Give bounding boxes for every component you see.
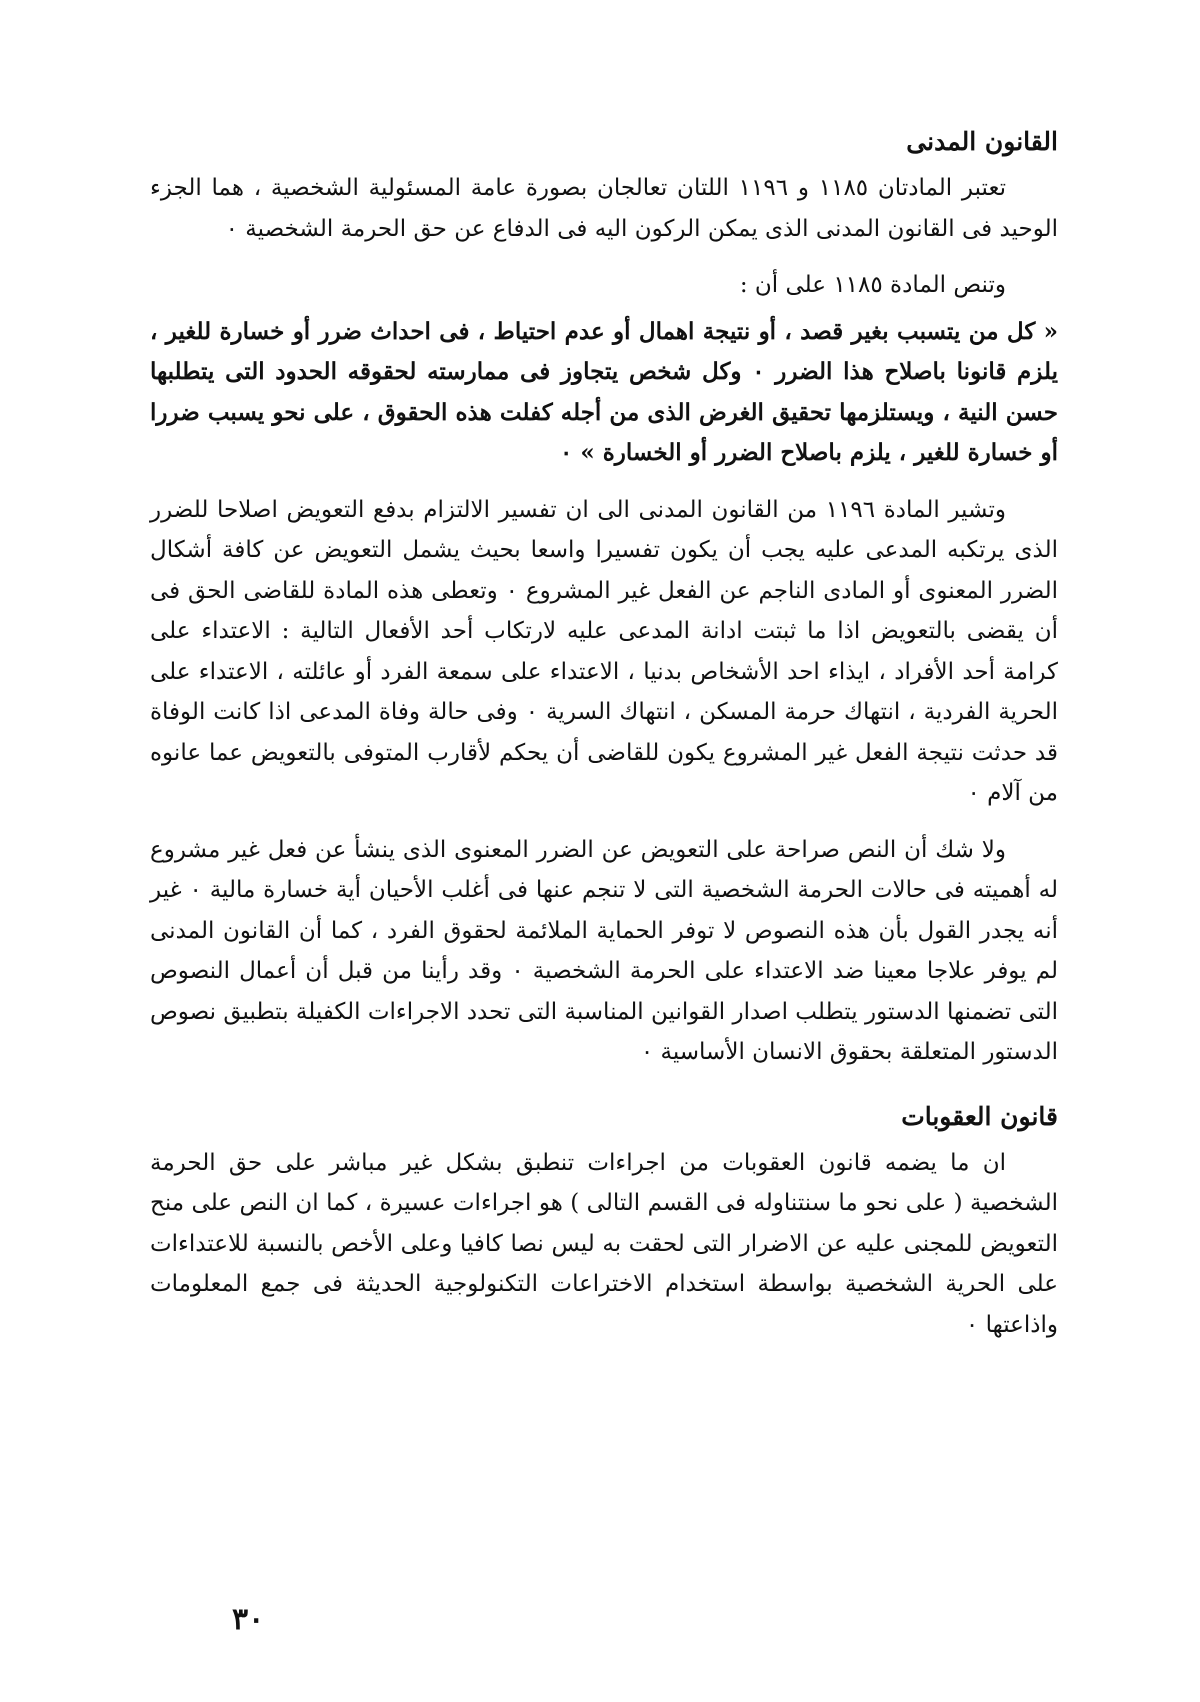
paragraph-article-1185-lead: وتنص المادة ١١٨٥ على أن : xyxy=(739,272,1006,298)
paragraph-civil-law-intro: تعتبر المادتان ١١٨٥ و ١١٩٦ اللتان تعالجان بصورة عامة المسئولية الشخصية ، هما الجزء الوحيد فى القانون المدنى الذى يمكن الركون اليه فى الدفاع عن حق الحرمة الشخصية ٠ xyxy=(150,175,1058,242)
page-number: ٣٠ xyxy=(232,1602,265,1637)
section-heading-penal-law: قانون العقوبات xyxy=(901,1101,1058,1131)
page-content xyxy=(150,122,1058,1345)
section-heading-civil-law: القانون المدنى xyxy=(906,127,1058,156)
paragraph-moral-damage: ولا شك أن النص صراحة على التعويض عن الضرر المعنوى الذى ينشأ عن فعل غير مشروع له أهميته فى حالات الحرمة الشخصية التى لا تنجم عنها فى أغلب الأحيان أية خسارة مالية ٠ غير أنه يجدر القول بأن هذه النصوص لا توفر الحماية الملائمة لحقوق الفرد ، كما أن القانون المدنى لم يوفر علاجا معينا ضد الاعتداء على الحرمة الشخصية ٠ وقد رأينا من قبل أن أعمال النصوص التى تضمنها الدستور يتطلب اصدار القوانين المناسبة التى تحدد الاجراءات الكفيلة بتطبيق نصوص الدستور المتعلقة بحقوق الانسان الأساسية ٠ xyxy=(149,836,1059,1065)
paragraph-penal-law: ان ما يضمه قانون العقوبات من اجراءات تنطبق بشكل غير مباشر على حق الحرمة الشخصية ( على نحو ما سنتناوله فى القسم التالى ) هو اجراءات عسيرة ، كما ان النص على منح التعويض للمجنى عليه عن الاضرار التى لحقت به ليس نصا كافيا وعلى الأخص بالنسبة للاعتداءات على الحرية الشخصية بواسطة استخدام الاختراعات التكنولوجية الحديثة فى جمع المعلومات واذاعتها ٠ xyxy=(150,1149,1058,1338)
paragraph-article-1196: وتشير المادة ١١٩٦ من القانون المدنى الى ان تفسير الالتزام بدفع التعويض اصلاحا للضرر الذى يرتكبه المدعى عليه يجب أن يكون تفسيرا واسعا بحيث يشمل التعويض عن كافة أشكال الضرر المعنوى أو المادى الناجم عن الفعل غير المشروع ٠ وتعطى هذه المادة للقاضى الحق فى أن يقضى بالتعويض اذا ما ثبتت ادانة المدعى عليه لارتكاب أحد الأفعال التالية : الاعتداء على كرامة أحد الأفراد ، ايذاء احد الأشخاص بدنيا ، الاعتداء على سمعة الفرد أو عائلته ، الاعتداء على الحرية الفردية ، انتهاك حرمة المسكن ، انتهاك السرية ٠ وفى حالة وفاة المدعى اذا كانت الوفاة قد حدثت نتيجة الفعل غير المشروع يكون للقاضى أن يحكم لأقارب المتوفى بالتعويض عما عانوه من آلام ٠ xyxy=(150,496,1058,806)
quoted-article-1185: « كل من يتسبب بغير قصد ، أو نتيجة اهمال أو عدم احتياط ، فى احداث ضرر أو خسارة للغير ، يلزم قانونا باصلاح هذا الضرر ٠ وكل شخص يتجاوز فى ممارسته لحقوقه الحدود التى يتطلبها حسن النية ، ويستلزمها تحقيق الغرض الذى من أجله كفلت هذه الحقوق ، على نحو يسبب ضررا أو خسارة للغير ، يلزم باصلاح الضرر أو الخسارة » ٠ xyxy=(150,317,1059,466)
